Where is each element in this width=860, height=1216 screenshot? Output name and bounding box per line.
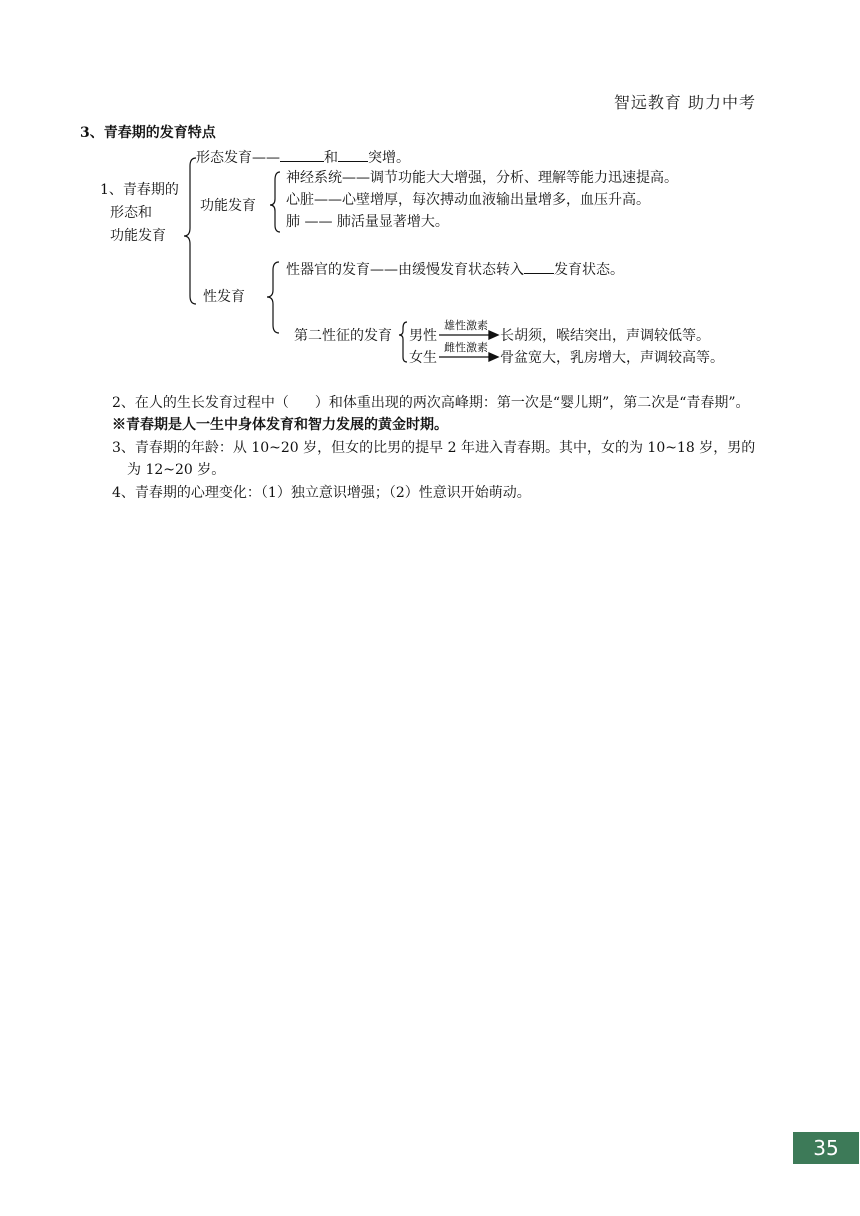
- key-note: ※青春期是人一生中身体发育和智力发展的黄金时期。: [112, 417, 448, 433]
- organ-line: [286, 261, 624, 277]
- function-item-heart: 心脏——心壁增厚，每次搏动血液输出量增多，血压升高。: [286, 192, 650, 208]
- morph-mid: 和: [324, 150, 338, 166]
- point-4: 4、青春期的心理变化：（1）独立意识增强；（2）性意识开始萌动。: [112, 485, 531, 501]
- secondary-bracket: [399, 322, 407, 362]
- sex-bracket: [267, 262, 279, 333]
- morph-suffix: 突增。: [368, 150, 410, 166]
- function-bracket: [270, 172, 280, 232]
- header-slogan: 智远教育 助力中考: [613, 93, 756, 112]
- point-2: [112, 396, 750, 410]
- female-result: 骨盆宽大，乳房增大，声调较高等。: [500, 350, 724, 366]
- root-line-2: 形态和: [110, 205, 152, 221]
- point-3-line-1: 3、青春期的年龄：从 10~20 岁，但女的比男的提早 2 年进入青春期。其中，女的为 10~18 岁，男的: [112, 440, 756, 456]
- male-hormone: 雄性激素: [444, 319, 488, 332]
- root-line-1: 1、青春期的: [100, 182, 179, 198]
- function-item-lung: 肺 —— 肺活量显著增大。: [286, 214, 449, 230]
- function-item-nerve: 神经系统——调节功能大大增强，分析、理解等能力迅速提高。: [286, 170, 678, 186]
- page-number: 35: [793, 1132, 859, 1164]
- point-2-suffix: ）和体重出现的两次高峰期：第一次是“婴儿期”，第二次是“青春期”。: [314, 395, 750, 411]
- male-label: 男性: [409, 328, 437, 344]
- morph-line: [196, 149, 410, 165]
- organ-suffix: 发育状态。: [554, 262, 624, 278]
- female-label: 女生: [409, 350, 437, 366]
- function-label: 功能发育: [200, 198, 256, 214]
- point-2-prefix: 2、在人的生长发育过程中（: [112, 395, 289, 411]
- secondary-label: 第二性征的发育: [294, 328, 392, 344]
- organ-prefix: 性器官的发育——由缓慢发育状态转入: [286, 262, 524, 278]
- morph-prefix: 形态发育——: [196, 150, 280, 166]
- point-3-line-2: 为 12~20 岁。: [127, 462, 226, 478]
- organ-blank: [524, 261, 554, 274]
- male-result: 长胡须，喉结突出，声调较低等。: [500, 328, 710, 344]
- root-line-3: 功能发育: [110, 228, 166, 244]
- root-bracket: [184, 158, 196, 304]
- morph-blank-2: [338, 149, 368, 162]
- section-title: 3、青春期的发育特点: [80, 125, 216, 141]
- morph-blank-1: [280, 149, 324, 162]
- sex-label: 性发育: [203, 289, 245, 305]
- female-hormone: 雌性激素: [444, 341, 488, 354]
